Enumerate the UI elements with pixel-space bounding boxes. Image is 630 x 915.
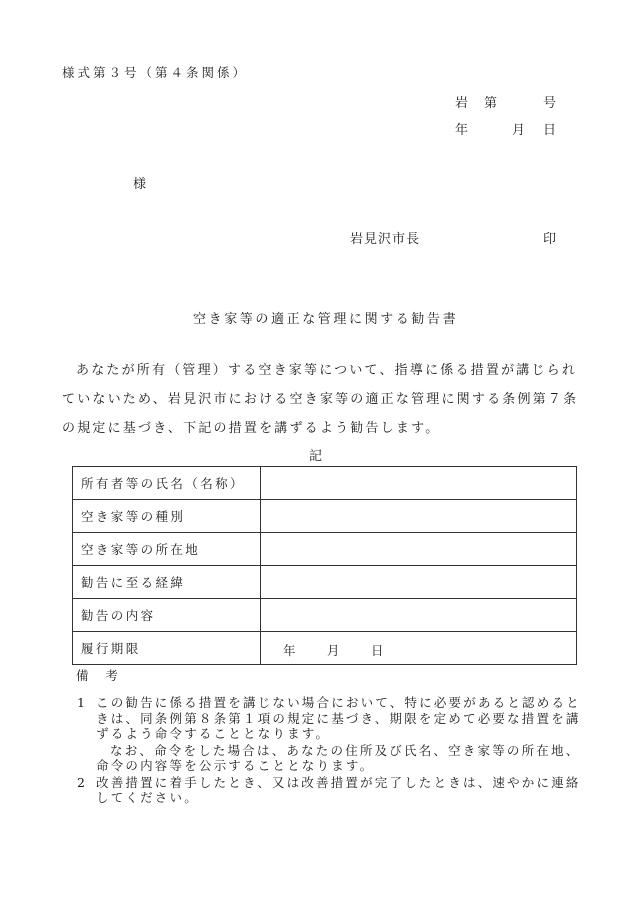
form-number: 様式第３号（第４条関係） [62,65,249,80]
body-text: あなたが所有（管理）する空き家等について、指導に係る措置が講じられていないため、岩見沢市における空き家等の適正な管理に関する条例第７条の規定に基づき、下記の措置を講ずるよう勧告します。 [62,363,579,436]
deadline-month: 月 [327,643,342,658]
table-row [73,533,577,566]
table-row [73,500,577,533]
seal-mark: 印 [543,232,557,247]
table-row [73,599,577,632]
note-text: なお、命令をした場合は、あなたの住所及び氏名、空き家等の所在地、命令の内容等を公示することとなります。 [96,742,581,773]
row-label-background: 勧告に至る経緯 [73,566,261,599]
issuer-name: 岩見沢市長 [350,232,421,247]
row-label-owner: 所有者等の氏名（名称） [73,467,261,500]
notes-heading: 備 考 [76,668,121,683]
row-label-location: 空き家等の所在地 [73,533,261,566]
ki-heading: 記 [309,449,323,464]
table-row [73,632,577,665]
table-row [73,467,577,500]
row-label-deadline: 履行期限 [73,632,261,665]
note-text: 改善措置に着手したとき、又は改善措置が完了したときは、速やかに連絡してください。 [96,774,581,805]
row-value-location [261,533,577,566]
details-table [72,466,577,665]
document-title: 空き家等の適正な管理に関する勧告書 [193,312,459,327]
note-text: この勧告に係る措置を講じない場合において、特に必要があると認めるときは、同条例第８条第１項の規定に基づき、期限を定めて必要な措置を講ずるよう命令することとなります。 [96,695,581,741]
deadline-day: 日 [371,643,386,658]
date-day: 日 [543,123,557,138]
number-prefix: 岩 [455,96,469,111]
number-middle: 第 [484,96,498,111]
note-number: 1 [77,695,88,710]
note-item [62,775,582,806]
row-value-owner [261,467,577,500]
row-value-content [261,599,577,632]
note-item [62,695,582,742]
note-number: 2 [77,774,88,790]
row-value-background [261,566,577,599]
table-row [73,566,577,599]
row-label-type: 空き家等の種別 [73,500,261,533]
row-value-deadline [261,632,577,665]
note-item [62,743,582,774]
row-label-content: 勧告の内容 [73,599,261,632]
addressee-suffix: 様 [133,177,147,192]
row-value-type [261,500,577,533]
number-suffix: 号 [543,96,557,111]
deadline-year: 年 [283,643,298,658]
date-year: 年 [455,123,469,138]
notes-section [62,668,582,807]
date-month: 月 [512,123,526,138]
